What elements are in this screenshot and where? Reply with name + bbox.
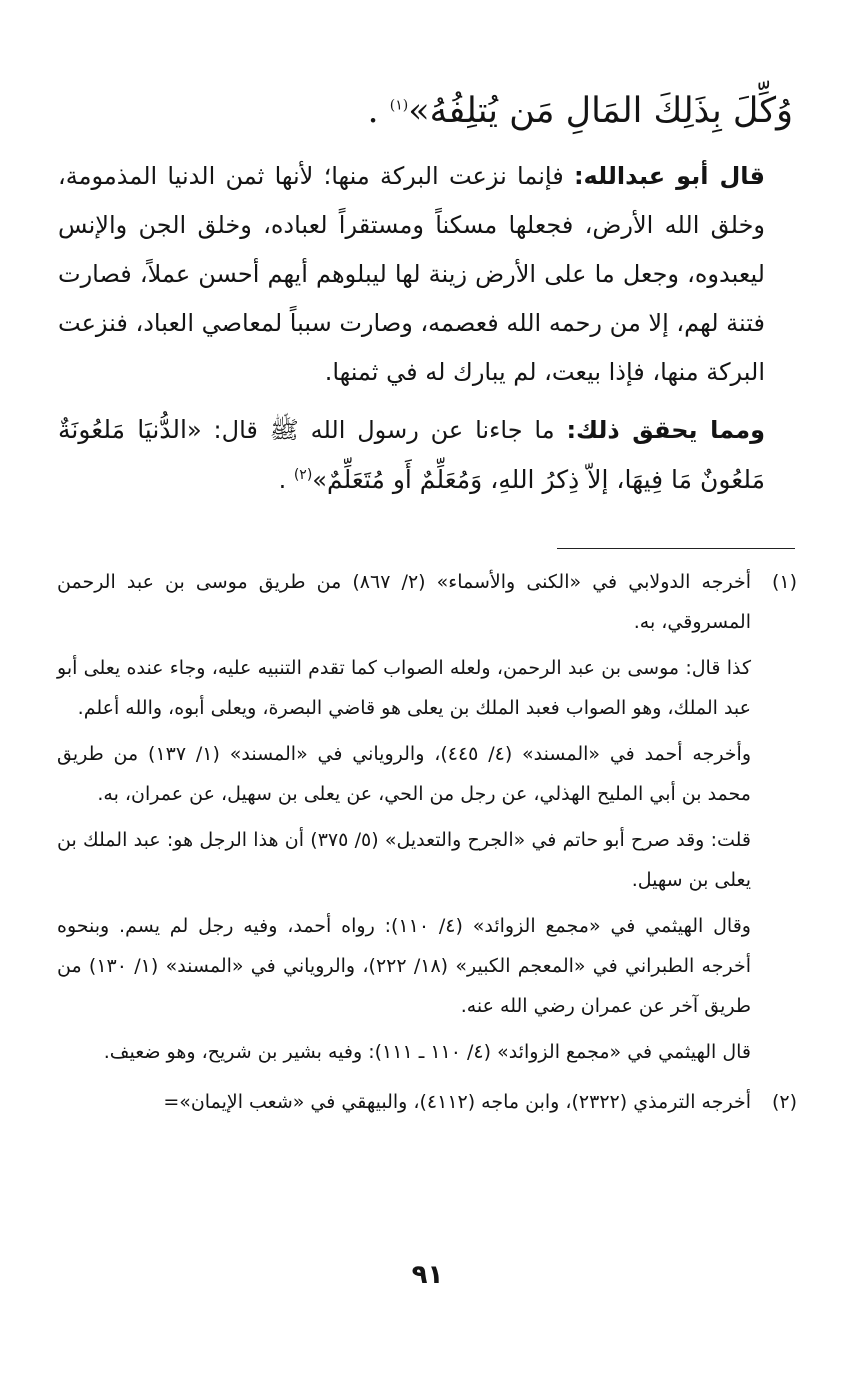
footnote-paragraph: أخرجه الدولابي في «الكنى والأسماء» (٢/ ٨٦٧) من طريق موسى بن عبد الرحمن المسروقي، به. [57, 571, 751, 633]
footnote-paragraph: قال الهيثمي في «مجمع الزوائد» (٤/ ١١٠ ـ ١١١): وفيه بشير بن شريح، وهو ضعيف. [103, 1041, 751, 1063]
main-text [58, 86, 793, 513]
hadith-text: الدُّنيَا مَلعُونَةٌ مَلعُونٌ مَا فِيهَا، إلاّ ذِكرُ اللهِ، وَمُعَلِّمٌ أَو مُتَعَلِّمٌ [58, 415, 765, 494]
footnote-2 [57, 1082, 797, 1128]
footnote-number: (١) [771, 571, 797, 593]
footnote-separator [557, 548, 795, 549]
footnote-1 [57, 562, 797, 1078]
footnote-ref-2: (٢) [293, 467, 313, 483]
sentence-end: . [278, 466, 294, 494]
footnote-body [57, 1082, 751, 1128]
footnote-paragraph: وأخرجه أحمد في «المسند» (٤/ ٤٤٥)، والروياني في «المسند» (١/ ١٣٧) من طريق محمد بن أبي المليح الهذلي، عن رجل من الحي، عن يعلى بن سهيل، عن عمران، به. [57, 743, 751, 805]
hadith-continuation-text: وُكِّلَ بِذَلِكَ المَالِ مَن يُتلِفُهُ» [408, 91, 793, 131]
footnote-number: (٢) [771, 1091, 797, 1113]
closing-quote: » [312, 466, 327, 494]
footnotes [57, 562, 797, 1132]
footnote-ref-1: (١) [389, 97, 409, 114]
paragraph-text: فإنما نزعت البركة منها؛ لأنها ثمن الدنيا المذمومة، وخلق الله الأرض، فجعلها مسكناً ومستقراً لعباده، وخلق الجن والإنس ليعبدوه، وجعل ما على الأرض زينة لها ليبلوهم أيهم أحسن عملاً، فصارت فتنة لهم، إلا من رحمه الله فعصمه، وصارت سبباً لمعاصي العباد، فنزعت البركة منها، فإذا بيعت، لم يبارك له في ثمنها. [58, 162, 765, 386]
footnote-paragraph: كذا قال: موسى بن عبد الرحمن، ولعله الصواب كما تقدم التنبيه عليه، وجاء عنده يعلى أبو عبد الملك، وهو الصواب فعبد الملك بن يعلى هو قاضي البصرة، ويعلى أبوه، والله أعلم. [57, 657, 751, 719]
footnote-body [57, 562, 751, 1078]
paragraph-lead: ومما يحقق ذلك: [566, 416, 765, 444]
hadith-continuation-line [58, 86, 793, 136]
page-number: ٩١ [411, 1260, 444, 1290]
paragraph-lead: قال أبو عبدالله: [573, 162, 766, 190]
footnote-paragraph: أخرجه الترمذي (٢٣٢٢)، وابن ماجه (٤١١٢)، والبيهقي في «شعب الإيمان»= [163, 1091, 751, 1113]
footnote-paragraph: وقال الهيثمي في «مجمع الزوائد» (٤/ ١١٠): رواه أحمد، وفيه رجل لم يسم. وبنحوه أخرجه الطبراني في «المعجم الكبير» (١٨/ ٢٢٢)، والروياني في «المسند» (١/ ١٣٠) من طريق آخر عن عمران رضي الله عنه. [57, 915, 751, 1017]
paragraph-abu-abdullah [58, 152, 793, 397]
paragraph-text: ما جاءنا عن رسول الله ﷺ قال: « [187, 416, 567, 444]
paragraph-hadith [58, 405, 793, 505]
footnote-paragraph: قلت: وقد صرح أبو حاتم في «الجرح والتعديل» (٥/ ٣٧٥) أن هذا الرجل هو: عبد الملك بن يعلى بن سهيل. [57, 829, 751, 891]
sentence-end: . [367, 91, 390, 131]
